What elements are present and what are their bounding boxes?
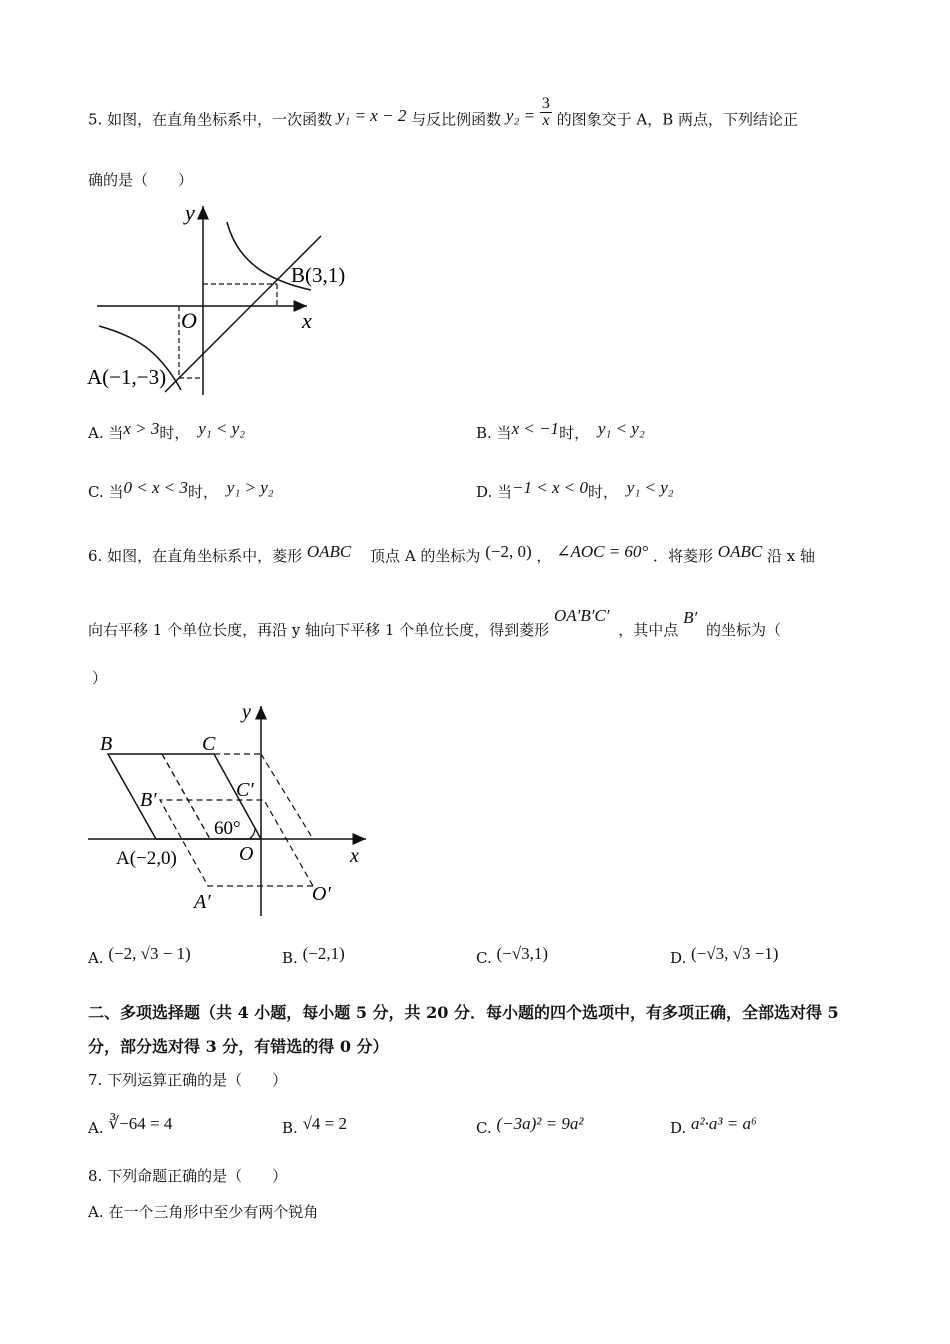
q5-intro: 5. 如图，在直角坐标系中，一次函数	[88, 110, 333, 129]
q6-option-c-value: (−√3,1)	[496, 944, 548, 963]
q6-label-angle: 60°	[214, 818, 241, 839]
q5-option-a-mid: 时，	[159, 424, 190, 442]
q5-mid-text: 与反比例函数	[411, 110, 502, 129]
q8-stem: 8. 下列命题正确的是（ ）	[88, 1167, 288, 1185]
q5-label-b: B(3,1)	[291, 263, 346, 287]
q6-stem-line2	[88, 606, 781, 640]
q7-option-d-prefix: D.	[670, 1119, 687, 1137]
q6-option-d-value: (−√3, √3 −1)	[691, 944, 779, 963]
q6-option-b-prefix: B.	[282, 949, 298, 967]
q6-figure	[84, 700, 384, 920]
q7-option-a-value: ∛−64 = 4	[108, 1114, 173, 1133]
q6-label-o-prime: O′	[312, 883, 331, 905]
q5-option-a[interactable]	[88, 419, 246, 443]
q5-label-x: x	[302, 308, 312, 333]
q7-stem: 7. 下列运算正确的是（ ）	[88, 1071, 288, 1089]
q6-text-5: 沿 x 轴	[766, 547, 815, 565]
q6-line2-text-c: 的坐标为（	[705, 621, 781, 639]
q6-label-a-prime: A′	[194, 891, 211, 913]
q5-option-c-prefix: C. 当	[88, 483, 124, 501]
q6-label-b: B	[100, 733, 113, 755]
q7-option-d-value: a²·a³ = a⁶	[691, 1114, 757, 1133]
q7-option-a[interactable]	[88, 1114, 173, 1138]
q5-option-c[interactable]	[88, 478, 274, 502]
q5-option-d-condition: −1 < x < 0	[512, 478, 588, 497]
q5-option-c-condition: 0 < x < 3	[123, 478, 188, 497]
q6-dash-shift-edge-1	[162, 754, 210, 839]
q6-line2-text-a: 向右平移 1 个单位长度，再沿 y 轴向下平移 1 个单位长度，得到菱形	[88, 621, 550, 639]
q5-option-a-condition: x > 3	[123, 419, 160, 438]
q5-option-a-prefix: A. 当	[88, 424, 124, 442]
q5-label-y: y	[185, 200, 195, 225]
q5-option-b-condition: x < −1	[511, 419, 560, 438]
q5-option-b-prefix: B. 当	[476, 424, 512, 442]
q5-fraction-numerator: 3	[541, 95, 550, 112]
q5-inverse-function-fraction	[540, 96, 552, 129]
q6-label-x: x	[350, 845, 359, 867]
q6-math-point-a: (−2, 0)	[485, 542, 532, 561]
q7-option-c-value: (−3a)² = 9a²	[496, 1114, 584, 1133]
q5-option-a-result: y₁ < y₂	[198, 419, 246, 438]
q6-label-a: A(−2,0)	[116, 848, 177, 869]
q6-line2-text-b: ，其中点	[618, 621, 679, 639]
q5-fraction-denominator: x	[542, 112, 550, 129]
q6-text-1: 6. 如图，在直角坐标系中，菱形	[88, 547, 303, 565]
q7-option-b-prefix: B.	[282, 1119, 298, 1137]
q7-option-c[interactable]	[476, 1114, 584, 1138]
q6-math-new-rhombus: OA′B′C′	[553, 606, 610, 625]
q5-option-b-mid: 时，	[559, 424, 590, 442]
q7-option-a-prefix: A.	[88, 1119, 104, 1137]
q6-label-y: y	[242, 701, 251, 723]
q6-option-d-prefix: D.	[670, 949, 687, 967]
q6-label-c: C	[202, 733, 216, 755]
q6-option-c[interactable]	[476, 944, 548, 968]
q6-option-c-prefix: C.	[476, 949, 492, 967]
q7-option-d[interactable]	[670, 1114, 757, 1138]
q7-option-c-prefix: C.	[476, 1119, 492, 1137]
q6-option-d[interactable]	[670, 944, 779, 968]
q7-option-b-value: √4 = 2	[302, 1114, 347, 1133]
q6-text-3: ，	[536, 547, 552, 565]
q5-tail-text: 的图象交于 A，B 两点，下列结论正	[556, 110, 799, 129]
section2-heading: 二、多项选择题（共 4 小题，每小题 5 分，共 20 分．每小题的四个选项中，有多项正确，全部选对得 5 分，部分选对得 3 分，有错选的得 0 分）	[88, 1003, 839, 1056]
q8-option-a[interactable]: A. 在一个三角形中至少有两个锐角	[88, 1203, 319, 1221]
q6-option-b[interactable]	[282, 944, 345, 968]
q6-math-point-b-prime: B′	[683, 608, 698, 627]
q6-text-4: ．将菱形	[653, 547, 714, 565]
q5-option-b[interactable]	[476, 419, 645, 443]
q6-option-a-prefix: A.	[88, 949, 104, 967]
q6-label-c-prime: C′	[236, 779, 254, 801]
q6-text-2: 顶点 A 的坐标为	[370, 547, 481, 565]
q6-math-rhombus-2: OABC	[717, 542, 763, 561]
q5-option-b-result: y₁ < y₂	[597, 419, 645, 438]
q6-angle-arc	[249, 828, 255, 839]
q6-rhombus-oa2b2c2	[160, 800, 313, 886]
q5-figure	[85, 200, 375, 400]
q6-math-angle: ∠AOC = 60°	[556, 542, 649, 561]
q5-option-d-mid: 时，	[588, 483, 619, 501]
q6-option-a[interactable]	[88, 944, 191, 968]
q5-label-o: O	[181, 308, 197, 333]
q6-stem-line3: ）	[92, 669, 108, 687]
q6-dash-shift-edge-2	[261, 754, 313, 839]
q6-option-b-value: (−2,1)	[302, 944, 345, 963]
q5-option-d-prefix: D. 当	[476, 483, 513, 501]
q6-option-a-value: (−2, √3 − 1)	[108, 944, 191, 963]
q6-label-b-prime: B′	[140, 789, 157, 811]
q5-option-d[interactable]	[476, 478, 674, 502]
q5-linear-function: y₁ = x − 2	[336, 105, 407, 125]
q7-option-b[interactable]	[282, 1114, 347, 1138]
q5-stem-line1	[88, 95, 799, 137]
q6-label-o: O	[239, 843, 254, 865]
q5-stem-line2: 确的是（ ）	[88, 171, 194, 189]
q5-inverse-function-lhs: y₂ =	[505, 105, 536, 125]
q5-option-d-result: y₁ < y₂	[626, 478, 674, 497]
q5-label-a: A(−1,−3)	[87, 365, 167, 389]
q5-option-c-mid: 时，	[187, 483, 218, 501]
q6-stem-line1	[88, 542, 815, 566]
q6-math-rhombus: OABC	[306, 542, 352, 561]
q5-option-c-result: y₁ > y₂	[226, 478, 274, 497]
